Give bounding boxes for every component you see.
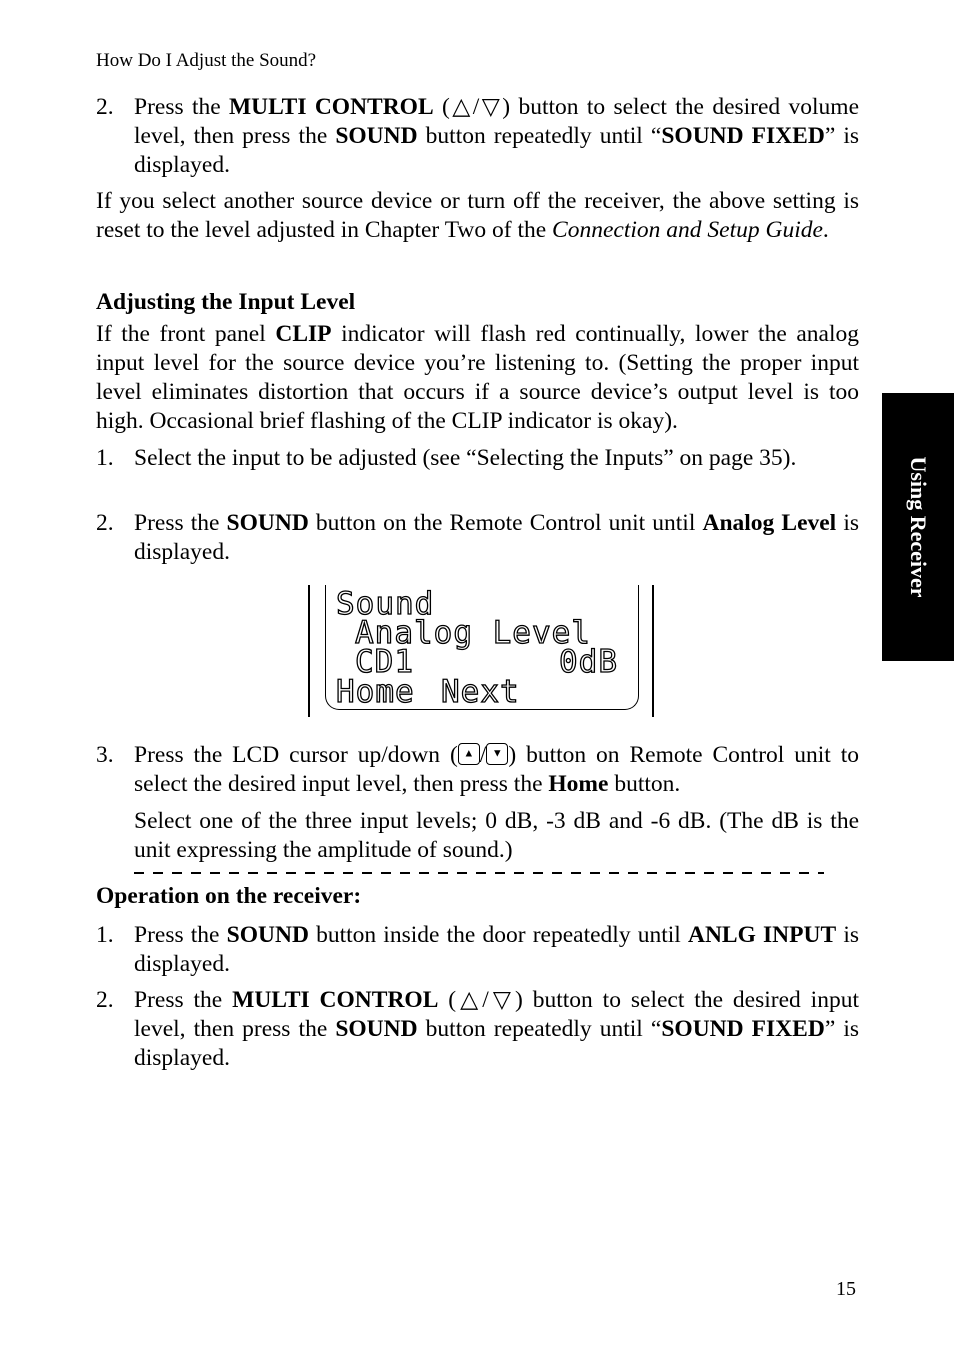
analog-level-label: Analog Level — [702, 510, 837, 536]
lcd-row-value: 0dB — [559, 644, 618, 680]
sound-fixed-label: SOUND FIXED — [661, 123, 825, 149]
step-number: 1. — [96, 445, 114, 471]
lcd-row-menu: Analog Level — [355, 615, 591, 651]
multi-control-label: MULTI CONTROL — [229, 94, 434, 120]
lcd-softkey-home: Home — [336, 674, 415, 710]
cursor-down-icon: ▼ — [486, 743, 508, 765]
section-divider — [134, 872, 824, 874]
chapter-tab-label: Using Receiver — [906, 456, 931, 598]
chapter-tab — [882, 393, 954, 661]
guide-title: Connection and Setup Guide — [552, 217, 823, 243]
sound-label: SOUND — [226, 922, 309, 948]
lcd-row-title: Sound — [336, 586, 435, 622]
step-number: 1. — [96, 922, 114, 948]
sound-label: SOUND — [226, 510, 309, 536]
lcd-frame-left — [308, 585, 310, 717]
step-volume-level: 2. Press the MULTI CONTROL (△/▽) button to select the desired volume level, then press the SOUND button repeatedly until “SOUND FIXED” is displayed. — [96, 94, 860, 178]
sound-fixed-label: SOUND FIXED — [661, 1016, 825, 1042]
home-label: Home — [548, 771, 609, 797]
reset-note-paragraph: If you select another source device or turn off the receiver, the above setting is reset to the level adjusted in Chapter Two of the Connection and Setup Guide. — [96, 188, 859, 243]
step-receiver-sound: 1. Press the SOUND button inside the door repeatedly until ANLG INPUT is displayed. — [96, 922, 860, 977]
sound-label: SOUND — [335, 1016, 418, 1042]
cursor-up-icon: ▲ — [458, 743, 480, 765]
sound-label: SOUND — [335, 123, 418, 149]
clip-label: CLIP — [275, 321, 332, 347]
step-number: 3. — [96, 742, 114, 768]
step-press-sound: 2. Press the SOUND button on the Remote Control unit until Analog Level is displayed. — [96, 510, 859, 565]
anlg-input-label: ANLG INPUT — [687, 922, 837, 948]
step-number: 2. — [96, 987, 114, 1013]
input-levels-note: Select one of the three input levels; 0 dB, -3 dB and -6 dB. (The dB is the unit expressing the amplitude of sound.) — [134, 808, 859, 863]
page-number: 15 — [836, 1278, 856, 1300]
section-heading-input-level: Adjusting the Input Level — [96, 289, 356, 315]
section-heading-receiver: Operation on the receiver: — [96, 883, 362, 909]
multi-control-label: MULTI CONTROL — [232, 987, 439, 1013]
lcd-row-source: CD1 — [355, 644, 414, 680]
step-number: 2. — [96, 94, 114, 120]
step-number: 2. — [96, 510, 114, 536]
clip-paragraph: If the front panel CLIP indicator will flash red continually, lower the analog input level for the source device you’re listening to. (Setting the proper input level eliminates distortion that occurs if a source device’s output level is too high. Occasional brief flashing of the CLIP indicator is okay). — [96, 321, 860, 434]
step-cursor-level: 3. Press the LCD cursor up/down ( ▲ / ▼ ) button on Remote Control unit to select the desired input level, then press the Home button. — [96, 742, 860, 797]
lcd-screen — [325, 585, 639, 710]
lcd-softkey-next: Next — [441, 674, 520, 710]
step-receiver-multi-control: 2. Press the MULTI CONTROL (△/▽) button to select the desired input level, then press the SOUND button repeatedly until “SOUND FIXED” is displayed. — [96, 987, 859, 1071]
running-header: How Do I Adjust the Sound? — [96, 50, 317, 71]
step-select-input: 1. Select the input to be adjusted (see “Selecting the Inputs” on page 35). — [96, 445, 797, 471]
lcd-frame-right — [652, 585, 654, 717]
lcd-display-illustration — [305, 585, 657, 719]
